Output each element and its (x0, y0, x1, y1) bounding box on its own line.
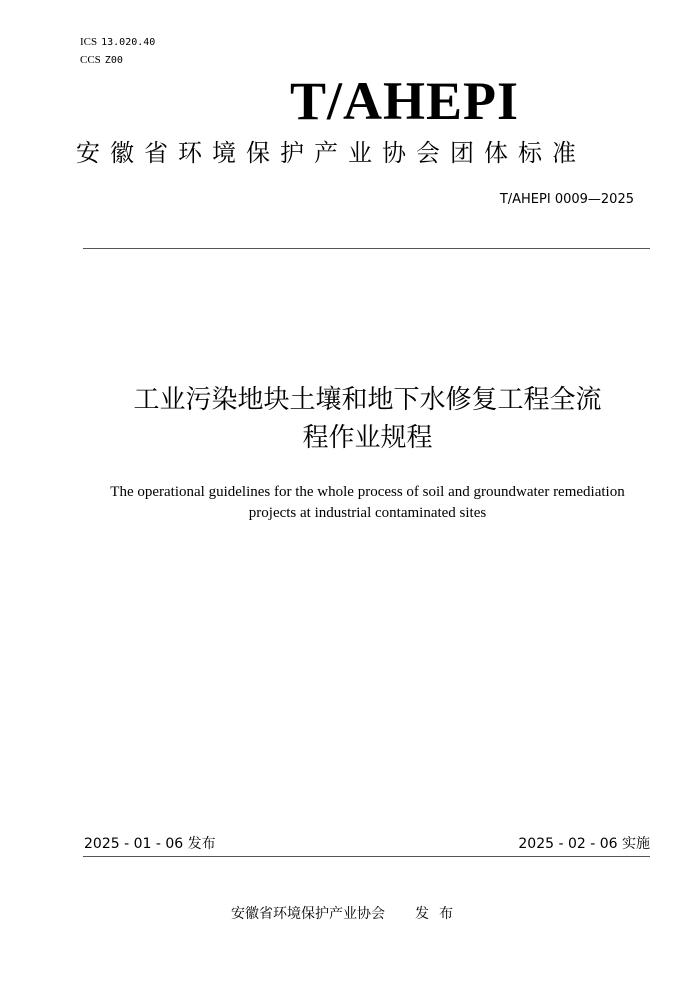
ccs-label: CCS (80, 54, 101, 66)
publisher-line (231, 903, 463, 925)
standard-brand-logo: T/AHEPI (290, 71, 520, 131)
document-title-chinese (80, 381, 655, 457)
ccs-code (80, 53, 123, 68)
issue-date: 2025 - 01 - 06 发布 (84, 836, 216, 852)
organization-standard-heading: 安徽省环境保护产业协会团体标准 (76, 139, 586, 167)
title-en-line-2: projects at industrial contaminated sites (248, 505, 487, 521)
publisher-action: 发布 (415, 906, 463, 922)
document-title-english (70, 482, 665, 524)
ics-code (80, 35, 155, 50)
ics-label: ICS (80, 36, 98, 48)
title-cn-line-2: 程作业规程 (302, 423, 433, 453)
title-cn-line-1: 工业污染地块土壤和地下水修复工程全流 (133, 385, 602, 415)
ics-value: 13.020.40 (101, 37, 156, 48)
title-en-line-1: The operational guidelines for the whole process of soil and groundwater remediation (110, 484, 625, 500)
ccs-value: Z00 (104, 55, 123, 66)
implementation-date: 2025 - 02 - 06 实施 (518, 836, 650, 852)
publisher-name: 安徽省环境保护产业协会 (231, 906, 385, 922)
top-divider (83, 248, 650, 249)
standard-number: T/AHEPI 0009—2025 (499, 192, 634, 207)
bottom-divider (83, 856, 650, 857)
